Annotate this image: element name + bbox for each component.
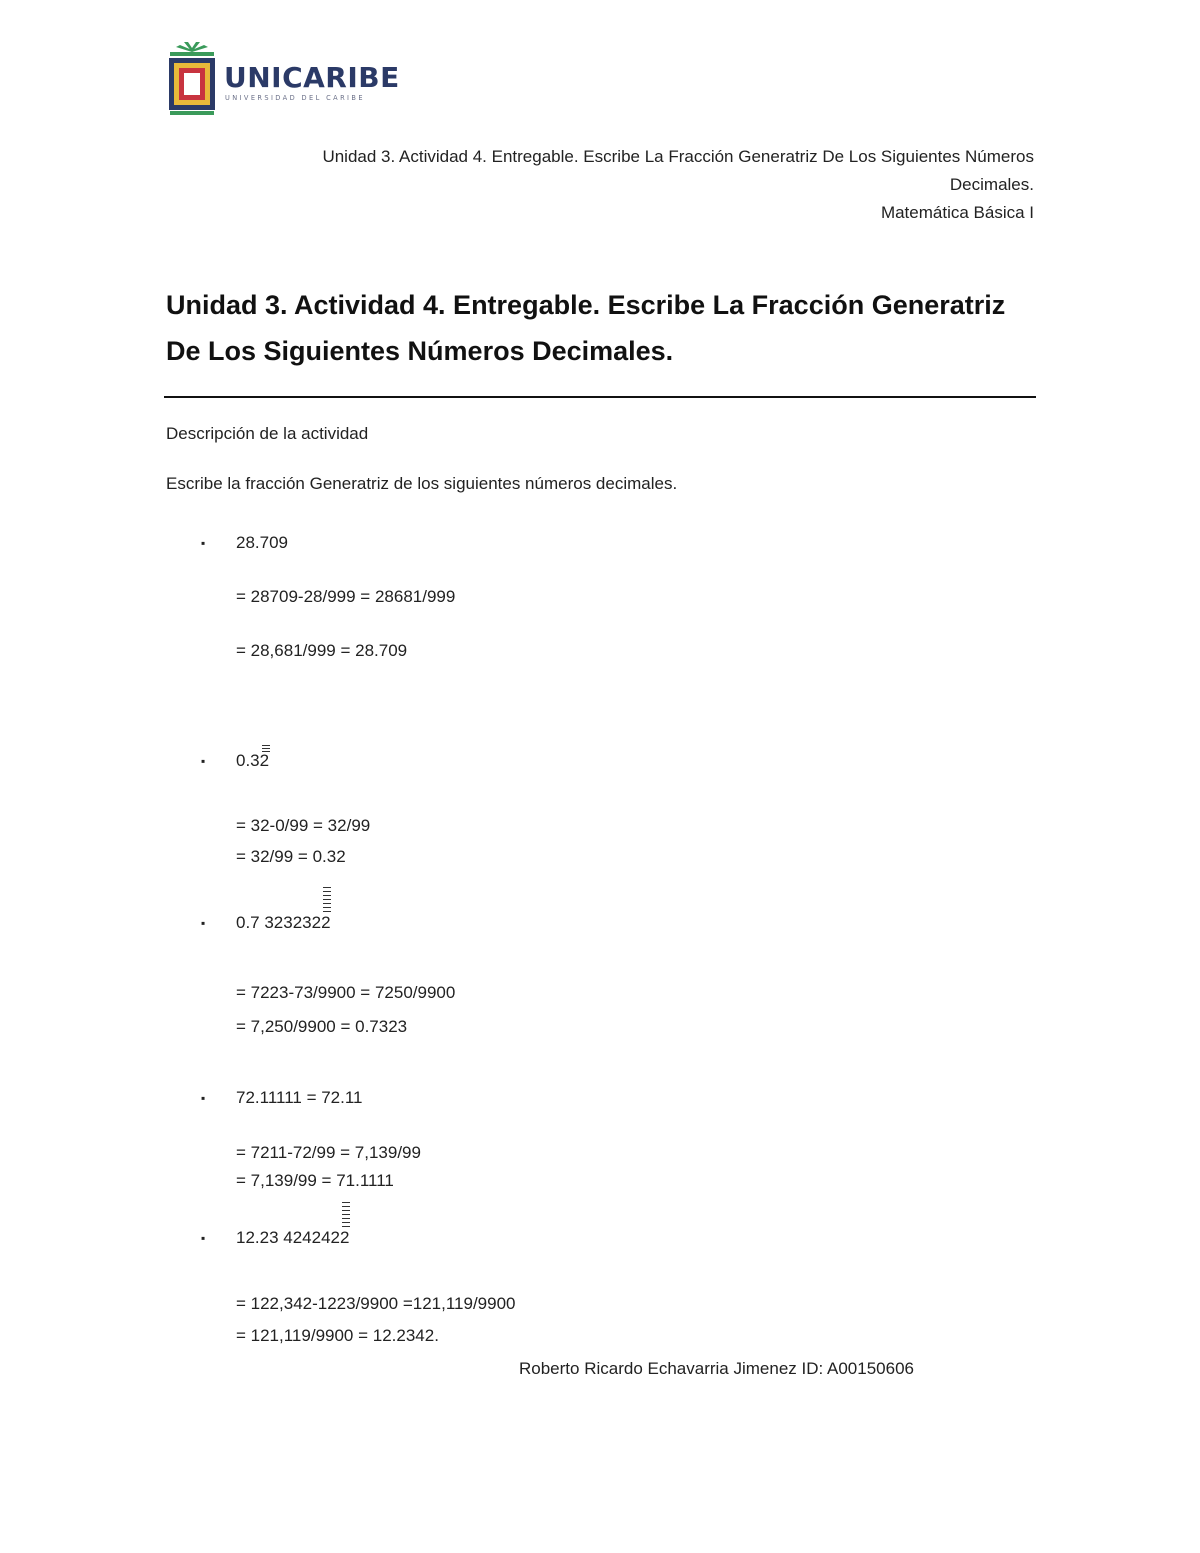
title-line-2: De Los Siguientes Números Decimales. (166, 336, 674, 366)
instruction-text: Escribe la fracción Generatriz de los siguientes números decimales. (166, 474, 678, 493)
item-3-step-2: = 7,250/9900 = 0.7323 (236, 1017, 408, 1036)
vinculum-mark (323, 899, 331, 900)
logo-subtitle: UNIVERSIDAD DEL CARIBE (225, 94, 365, 102)
vinculum-mark (342, 1206, 350, 1207)
header-line-1: Unidad 3. Actividad 4. Entregable. Escribe La Fracción Generatriz De Los Siguientes Números (322, 147, 1034, 166)
vinculum-mark (323, 903, 331, 904)
document-title (166, 282, 1046, 374)
item-3-number-prefix: 0.7 323232 (236, 913, 322, 932)
vinculum-mark (342, 1226, 350, 1227)
vinculum-mark (323, 911, 331, 912)
vinculum-mark (342, 1202, 350, 1203)
item-5-number-prefix: 12.23 424242 (236, 1228, 340, 1247)
bullet-icon: ▪ (201, 1231, 206, 1245)
item-3-step-1: = 7223-73/9900 = 7250/9900 (236, 983, 456, 1002)
unicaribe-emblem-icon (166, 38, 218, 116)
bullet-icon: ▪ (201, 916, 206, 930)
item-2-number (236, 750, 269, 772)
item-2-step-1: = 32-0/99 = 32/99 (236, 816, 371, 835)
vinculum-mark (323, 907, 331, 908)
item-3-repeating-digit: 2 (321, 912, 330, 934)
item-2-number-prefix: 0.3 (236, 751, 260, 770)
unicaribe-logo (166, 38, 400, 118)
item-2-step-2: = 32/99 = 0.32 (236, 847, 346, 866)
title-rule (164, 396, 1036, 398)
item-3-number (236, 912, 331, 934)
vinculum-mark (262, 751, 270, 752)
vinculum-mark (323, 891, 331, 892)
vinculum-mark (342, 1210, 350, 1211)
vinculum-mark (342, 1222, 350, 1223)
item-1-step-1: = 28709-28/999 = 28681/999 (236, 587, 456, 606)
header-line-2: Decimales. (949, 175, 1034, 194)
logo-wordmark: UNICARIBE (224, 61, 400, 94)
vinculum-mark (262, 745, 270, 746)
bullet-icon: ▪ (201, 754, 206, 768)
item-1-step-2: = 28,681/999 = 28.709 (236, 641, 408, 660)
item-5-step-1: = 122,342-1223/9900 =121,119/9900 (236, 1294, 516, 1313)
running-header (154, 143, 1034, 227)
item-4-step-1: = 7211-72/99 = 7,139/99 (236, 1143, 421, 1162)
author-signature: Roberto Ricardo Echavarria Jimenez ID: A00150606 (519, 1359, 914, 1378)
item-4-number: 72.11111 = 72.11 (236, 1088, 363, 1107)
description-label: Descripción de la actividad (166, 424, 369, 443)
bullet-icon: ▪ (201, 1091, 206, 1105)
item-4-step-2: = 7,139/99 = 71.1111 (236, 1171, 394, 1190)
item-5-number (236, 1227, 349, 1249)
bullet-icon: ▪ (201, 536, 206, 550)
item-2-repeating-digit: 2 (260, 750, 269, 772)
vinculum-mark (342, 1214, 350, 1215)
vinculum-mark (262, 748, 270, 749)
vinculum-mark (342, 1218, 350, 1219)
header-line-3: Matemática Básica I (880, 203, 1034, 222)
title-line-1: Unidad 3. Actividad 4. Entregable. Escribe La Fracción Generatriz (166, 290, 1006, 320)
vinculum-mark (323, 895, 331, 896)
item-1-number: 28.709 (236, 533, 288, 552)
vinculum-mark (323, 887, 331, 888)
item-5-repeating-digit: 2 (340, 1227, 349, 1249)
item-5-step-2: = 121,119/9900 = 12.2342. (236, 1326, 439, 1345)
